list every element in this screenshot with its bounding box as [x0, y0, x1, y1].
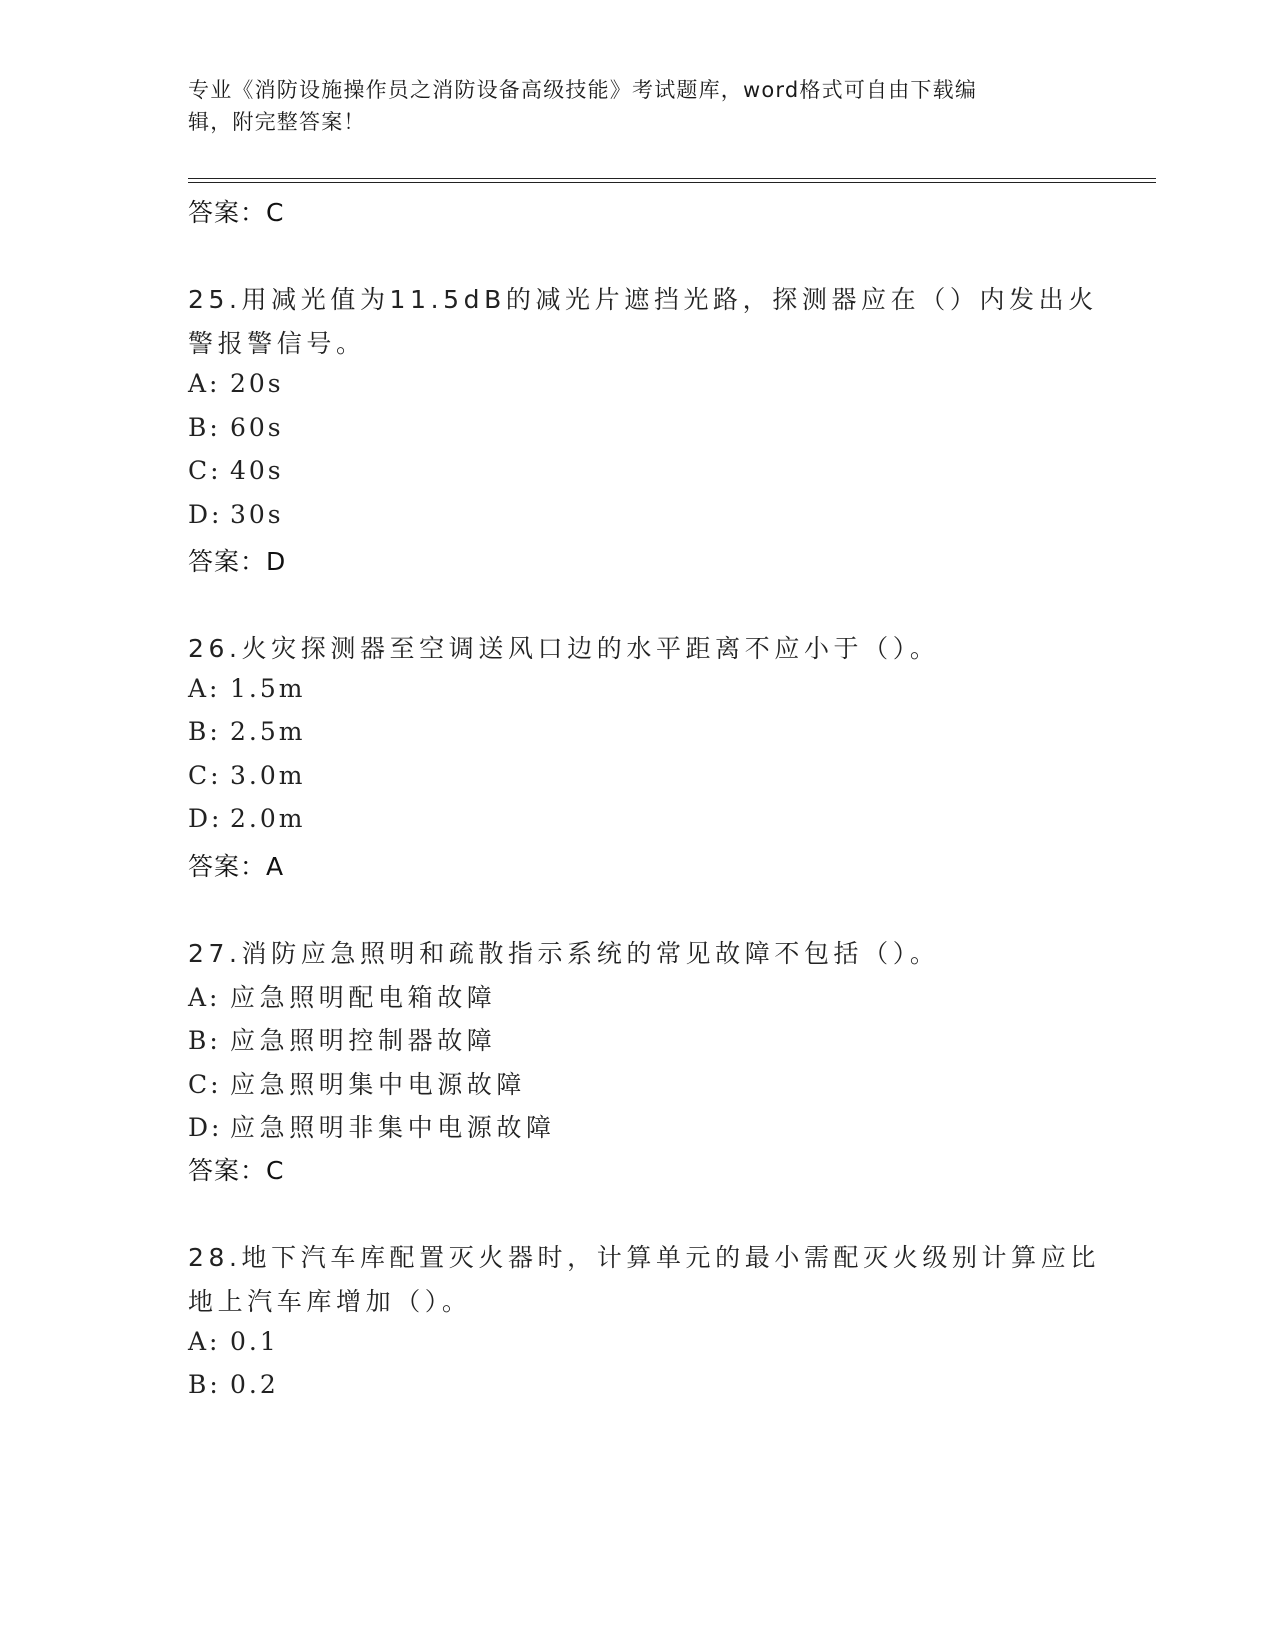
option-label: D:: [188, 804, 223, 833]
question-27-option-b: [188, 1021, 496, 1057]
question-27-option-a: [188, 978, 496, 1014]
question-27-line-1: 27.消防应急照明和疏散指示系统的常见故障不包括（）。: [188, 939, 940, 968]
question-28-option-b: [188, 1370, 279, 1399]
question-28-line-1: 28.地下汽车库配置灭火器时，计算单元的最小需配灭火级别计算应比: [188, 1243, 1100, 1272]
option-text: 应急照明控制器故障: [230, 1026, 497, 1055]
option-label: C:: [188, 456, 222, 485]
header-divider-top: [188, 178, 1156, 179]
option-text: 应急照明集中电源故障: [230, 1070, 527, 1099]
question-25-line-2: 警报警信号。: [188, 329, 366, 358]
option-label: B:: [188, 413, 221, 442]
question-26-line-1: 26.火灾探测器至空调送风口边的水平距离不应小于（）。: [188, 634, 940, 663]
option-label: A:: [188, 983, 221, 1012]
header-line-1: 专业《消防设施操作员之消防设备高级技能》考试题库，word格式可自由下载编: [188, 78, 978, 102]
option-text: 3.0m: [230, 761, 306, 790]
option-text: 40s: [230, 456, 284, 485]
question-28-option-a: [188, 1327, 279, 1356]
question-25-option-d: [188, 500, 284, 529]
option-label: B:: [188, 1370, 221, 1399]
question-25-line-1: 25.用减光值为11.5dB的减光片遮挡光路，探测器应在（）内发出火: [188, 285, 1098, 314]
option-label: C:: [188, 761, 222, 790]
question-26-option-c: [188, 761, 305, 790]
option-text: 0.1: [230, 1327, 279, 1356]
option-text: 2.5m: [230, 717, 306, 746]
option-text: 应急照明配电箱故障: [230, 983, 497, 1012]
question-25-option-a: [188, 369, 284, 398]
question-26-option-b: [188, 717, 305, 746]
option-text: 0.2: [230, 1370, 279, 1399]
header-divider-bottom: [188, 182, 1156, 183]
option-text: 2.0m: [230, 804, 306, 833]
option-label: A:: [188, 674, 221, 703]
option-label: B:: [188, 717, 221, 746]
option-label: A:: [188, 369, 221, 398]
option-text: 20s: [230, 369, 284, 398]
option-text: 1.5m: [230, 674, 306, 703]
option-label: C:: [188, 1070, 222, 1099]
answer-26: 答案：A: [188, 852, 285, 881]
option-label: D:: [188, 500, 223, 529]
option-label: A:: [188, 1327, 221, 1356]
question-25-option-b: [188, 413, 284, 442]
question-26-option-a: [188, 674, 305, 703]
question-26-option-d: [188, 804, 305, 833]
option-label: B:: [188, 1026, 221, 1055]
question-25-option-c: [188, 456, 284, 485]
option-text: 应急照明非集中电源故障: [230, 1113, 556, 1142]
header-line-2: 辑，附完整答案！: [188, 110, 366, 134]
answer-27: 答案：C: [188, 1156, 285, 1185]
question-28-line-2: 地上汽车库增加（）。: [188, 1287, 472, 1316]
document-header: [188, 74, 1088, 138]
option-label: D:: [188, 1113, 223, 1142]
option-text: 30s: [230, 500, 284, 529]
answer-25: 答案：D: [188, 547, 287, 576]
option-text: 60s: [230, 413, 284, 442]
question-27-option-c: [188, 1065, 526, 1101]
answer-24: 答案：C: [188, 198, 285, 227]
question-27-option-d: [188, 1108, 556, 1144]
